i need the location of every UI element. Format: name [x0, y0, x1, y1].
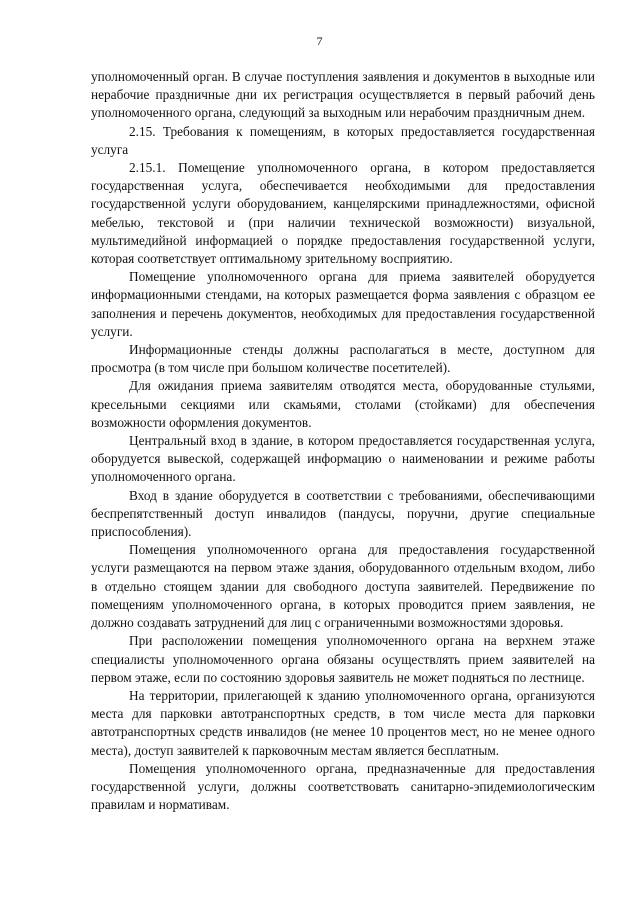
paragraph-waiting-area: Для ожидания приема заявителям отводятся места, оборудованные стульями, кресельными секциями или скамьями, столами (стойками) для обеспечения возможности оформления документов.: [91, 378, 595, 430]
page-number: 7: [316, 34, 323, 48]
paragraph-parking: На территории, прилегающей к зданию уполномоченного органа, организуются места для парковки автотранспортных средств, в том числе места для парковки автотранспортных средств инвалидов (не менее 10 процентов мест, но не менее одного места), доступ заявителей к парковочным местам является бесплатным.: [91, 687, 595, 758]
paragraph-2-15-1: 2.15.1. Помещение уполномоченного органа, в котором предоставляется государственная услуга, обеспечивается необходимыми для предоставления государственной услуги оборудованием, канцелярскими принадлежностями, офисной мебелью, текстовой и (при наличии технической возможности) визуальной, мультимедийной информацией о порядке предоставления государственной услуги, которая соответствует оптимальному зрительному восприятию.: [91, 160, 595, 267]
paragraph-info-stands: Помещение уполномоченного органа для приема заявителей оборудуется информационными стендами, на которых размещается форма заявления с образцом ее заполнения и перечень документов, необходимых для предоставления государственной услуги.: [91, 269, 595, 339]
paragraph-accessibility: Вход в здание оборудуется в соответствии с требованиями, обеспечивающими беспрепятственный доступ инвалидов (пандусы, поручни, другие специальные приспособления).: [91, 487, 595, 540]
paragraph-upper-floor: При расположении помещения уполномоченного органа на верхнем этаже специалисты уполномоченного органа обязаны осуществлять прием заявителей на первом этаже, если по состоянию здоровья заявитель не может подняться по лестнице.: [91, 633, 595, 685]
paragraph-sanitary: Помещения уполномоченного органа, предназначенные для предоставления государственной услуги, должны соответствовать санитарно-эпидемиологическим правилам и нормативам.: [91, 760, 595, 813]
paragraph-continuation: уполномоченный орган. В случае поступления заявления и документов в выходные или нерабочие праздничные дни их регистрация осуществляется в первый рабочий день уполномоченного органа, следующий за выходным или нерабочим праздничным днем.: [91, 69, 595, 121]
paragraph-stands-location: Информационные стенды должны располагаться в месте, доступном для просмотра (в том числе при большом количестве посетителей).: [91, 342, 595, 376]
paragraph-ground-floor: Помещения уполномоченного органа для предоставления государственной услуги размещаются на первом этаже здания, оборудованного отдельным входом, либо в отдельно стоящем здании для свободного доступа заявителей. Передвижение по помещениям уполномоченного органа, в которых проводится прием заявления, не должно создавать затруднений для лиц с ограниченными возможностями здоровья.: [91, 542, 595, 631]
document-body: [91, 68, 595, 814]
section-heading-2-15: 2.15. Требования к помещениям, в которых предоставляется государственная услуга: [91, 123, 595, 157]
paragraph-central-entrance: Центральный вход в здание, в котором предоставляется государственная услуга, оборудуется вывеской, содержащей информацию о наименовании и режиме работы уполномоченного органа.: [91, 433, 595, 485]
